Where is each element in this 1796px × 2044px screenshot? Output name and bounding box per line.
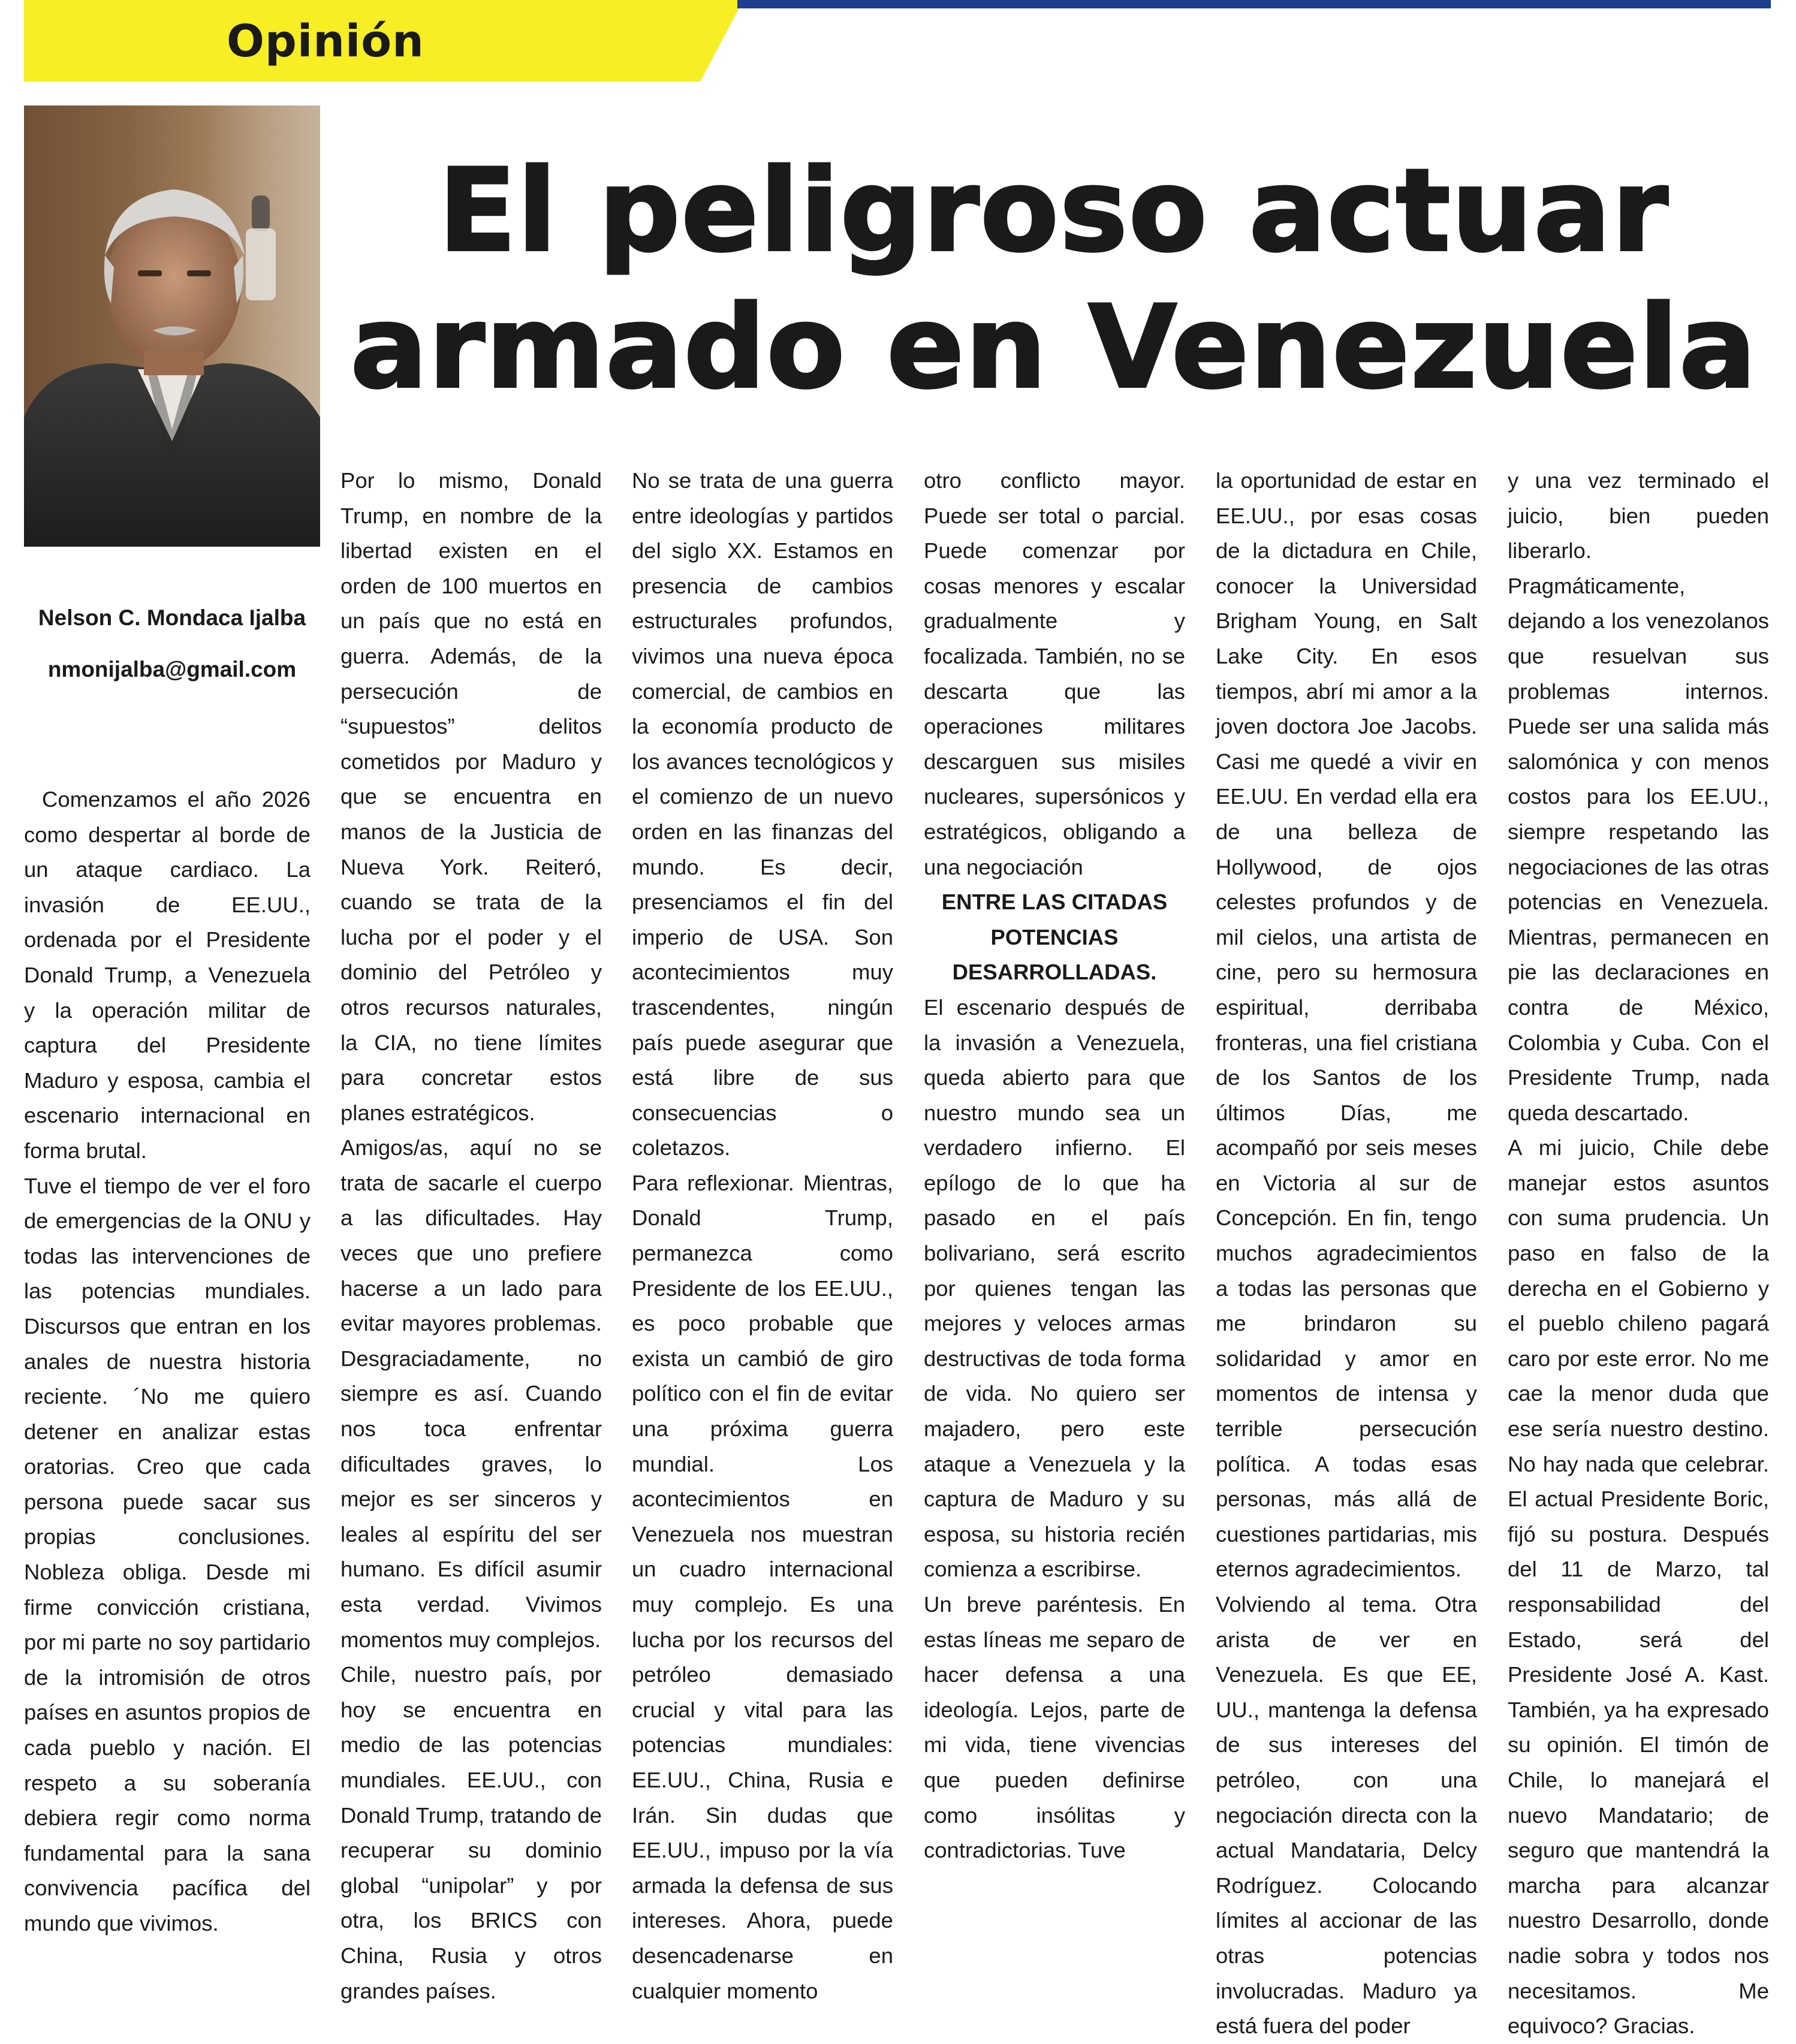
- article-column-4: [924, 463, 1185, 1868]
- paragraph: A mi juicio, Chile debe manejar estos asuntos con suma prudencia. Un paso en falso de la derecha en el Gobierno y el pueblo chileno pagará caro por este error. No me cae la menor duda que ese sería nuestro destino. No hay nada que celebrar. El actual Presidente Boric, fijó su postura. Después del 11 de Marzo, tal responsabilidad del Estado, será del Presidente José A. Kast. También, ya ha expresado su opinión. El timón de Chile, lo manejará el nuevo Mandatario; de seguro que mantendrá la marcha para alcanzar nuestro Desarrollo, donde nadie sobra y todos nos necesitamos. Me equivoco? Gracias.: [1508, 1135, 1769, 2039]
- paragraph: Para reflexionar. Mientras, Donald Trump, permanezca como Presidente de los EE.UU., es poco probable que exista un cambió de giro político con el fin de evitar una próxima guerra mundial. Los acontecimientos en Venezuela nos muestran un cuadro internacional muy complejo. Es una lucha por los recursos del petróleo demasiado crucial y vital para las potencias mundiales: EE.UU., China, Rusia e Irán. Sin dudas que EE.UU., impuso por la vía armada la defensa de sus intereses. Ahora, puede desencadenarse en cualquier momento: [632, 1170, 893, 2003]
- paragraph: Chile, nuestro país, por hoy se encuentra en medio de las potencias mundiales. EE.UU., con Donald Trump, tratando de recuperar su dominio global “unipolar” y por otra, los BRICS con China, Rusia y otros grandes países.: [340, 1662, 602, 2003]
- headline-line-2: armado en Venezuela: [350, 281, 1758, 414]
- headline: [336, 143, 1772, 416]
- article-column-6: [1508, 463, 1769, 2044]
- paragraph: Un breve paréntesis. En estas líneas me separo de hacer defensa a una ideología. Lejos, parte de mi vida, tiene vivencias que pueden definirse como insólitas y contradictorias. Tuve: [924, 1592, 1185, 1863]
- paragraph: Tuve el tiempo de ver el foro de emergencias de la ONU y todas las intervenciones de las potencias mundiales. Discursos que entran en los anales de nuestra historia reciente. ´No me quiero detener en analizar estas oratorias. Creo que cada persona puede sacar sus propias conclusiones. Nobleza obliga. Desde mi firme convicción cristiana, por mi parte no soy partidario de la intromisión de otros países en asuntos propios de cada pueblo y nación. El respeto a su soberanía debiera regir como norma fundamental para la sana convivencia pacífica del mundo que vivimos.: [24, 1173, 311, 1936]
- author-name: Nelson C. Mondaca Ijalba: [38, 605, 306, 630]
- top-rule: [737, 0, 1771, 8]
- paragraph: Comenzamos el año 2026 como despertar al borde de un ataque cardiaco. La invasión de EE.UU., ordenada por el Presidente Donald Trump, a Venezuela y la operación militar de captura del Presidente Maduro y esposa, cambia el escenario internacional en forma brutal.: [24, 787, 311, 1163]
- paragraph: El escenario después de la invasión a Venezuela, queda abierto para que nuestro mundo sea un verdadero infierno. El epílogo de lo que ha pasado en el país bolivariano, será escrito por quienes tengan las mejores y veloces armas destructivas de toda forma de vida. No quiero ser majadero, pero este ataque a Venezuela y la captura de Maduro y su esposa, su historia recién comienza a escribirse.: [924, 994, 1185, 1582]
- paragraph: otro conflicto mayor. Puede ser total o parcial. Puede comenzar por cosas menores y escalar gradualmente y focalizada. También, no se descarta que las operaciones militares descarguen sus misiles nucleares, supersónicos y estratégicos, obligando a una negociación: [924, 468, 1185, 879]
- headline-line-1: El peligroso actuar: [438, 144, 1670, 277]
- article-column-2: [340, 463, 602, 2009]
- paragraph: y una vez terminado el juicio, bien pueden liberarlo. Pragmáticamente, dejando a los venezolanos que resuelvan sus problemas internos. Puede ser una salida más salomónica y con menos costos para los EE.UU., siempre respetando las negociaciones de las otras potencias en Venezuela. Mientras, permanecen en pie las declaraciones en contra de México, Colombia y Cuba. Con el Presidente Trump, nada queda descartado.: [1508, 468, 1769, 1125]
- author-photo: [24, 105, 320, 547]
- subheading: ENTRE LAS CITADAS POTENCIAS DESARROLLADAS.: [941, 890, 1168, 985]
- article-column-5: [1216, 463, 1477, 2044]
- paragraph: No se trata de una guerra entre ideologías y partidos del siglo XX. Estamos en presencia de cambios estructurales profundos, vivimos una nueva época comercial, de cambios en la economía producto de los avances tecnológicos y el comienzo de un nuevo orden en las finanzas del mundo. Es decir, presenciamos el fin del imperio de USA. Son acontecimientos muy trascendentes, ningún país puede asegurar que está libre de sus consecuencias o coletazos.: [632, 468, 893, 1160]
- author-email: nmonijalba@gmail.com: [47, 657, 297, 682]
- paragraph: la oportunidad de estar en EE.UU., por esas cosas de la dictadura en Chile, conocer la Universidad Brigham Young, en Salt Lake City. En esos tiempos, abrí mi amor a la joven doctora Joe Jacobs. Casi me quedé a vivir en EE.UU. En verdad ella era de una belleza de Hollywood, de ojos celestes profundos y de mil cielos, una artista de cine, pero su hermosura espiritual, derribaba fronteras, una fiel cristiana de los Santos de los últimos Días, me acompañó por seis meses en Victoria al sur de Concepción. En fin, tengo muchos agradecimientos a todas las personas que me brindaron su solidaridad y amor en momentos de intensa y terrible persecución política. A todas esas personas, más allá de cuestiones partidarias, mis eternos agradecimientos.: [1216, 468, 1477, 1582]
- paragraph: Por lo mismo, Donald Trump, en nombre de la libertad existen en el orden de 100 muertos en un país que no está en guerra. Además, de la persecución de “supuestos” delitos cometidos por Maduro y que se encuentra en manos de la Justicia de Nueva York. Reiteró, cuando se trata de la lucha por el poder y el dominio del Petróleo y otros recursos naturales, la CIA, no tiene límites para concretar estos planes estratégicos.: [340, 468, 602, 1125]
- section-label: Opinión: [227, 16, 424, 67]
- article-column-1: [24, 782, 311, 1942]
- paragraph: Amigos/as, aquí no se trata de sacarle el cuerpo a las dificultades. Hay veces que uno prefiere hacerse a un lado para evitar mayores problemas. Desgraciadamente, no siempre es así. Cuando nos toca enfrentar dificultades graves, lo mejor es ser sinceros y leales al espíritu del ser humano. Es difícil asumir esta verdad. Vivimos momentos muy complejos.: [340, 1135, 602, 1652]
- paragraph: Volviendo al tema. Otra arista de ver en Venezuela. Es que EE, UU., mantenga la defensa de sus intereses del petróleo, con una negociación directa con la actual Mandataria, Delcy Rodríguez. Colocando límites al accionar de las otras potencias involucradas. Maduro ya está fuera del poder: [1216, 1592, 1477, 2039]
- article-column-3: [632, 463, 893, 2009]
